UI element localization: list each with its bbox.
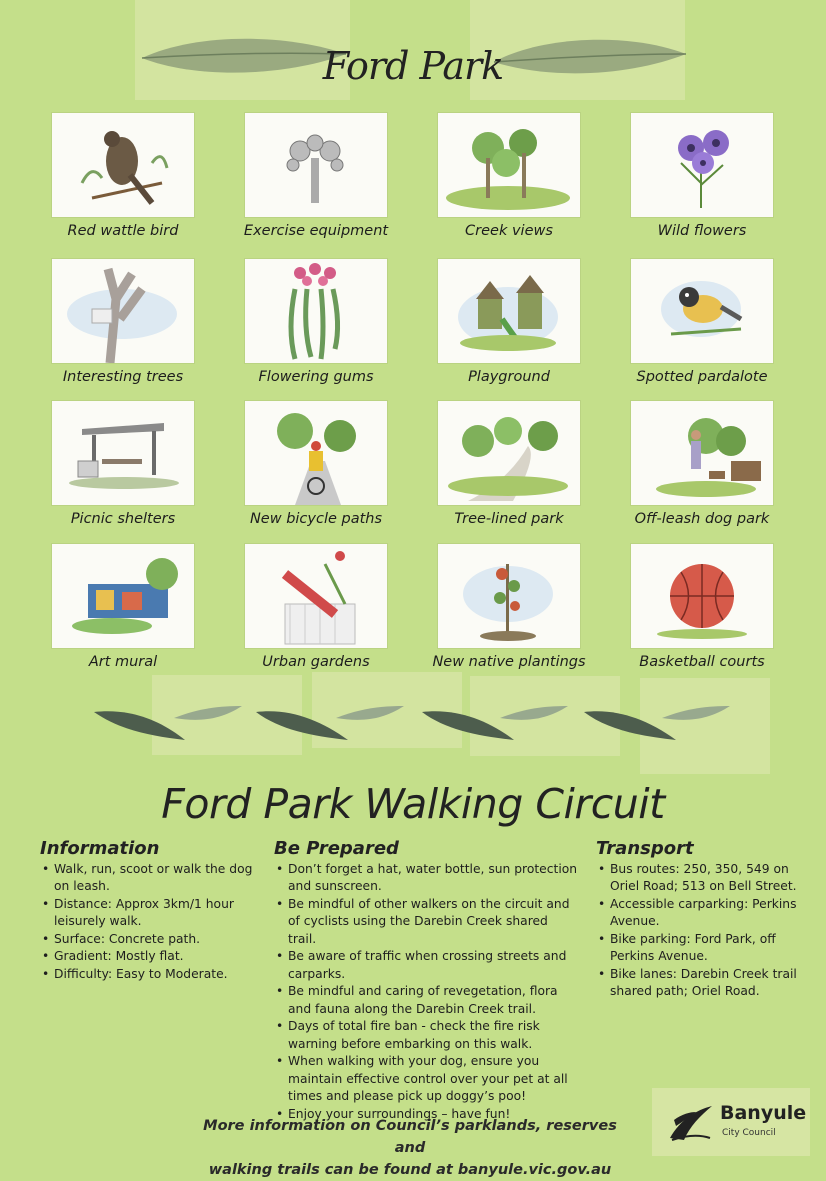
footer-line: More information on Council’s parklands, reserves and <box>203 1118 617 1156</box>
feature-tile <box>631 544 773 670</box>
gum-blossom-icon <box>245 259 387 363</box>
feature-caption: Art mural <box>88 654 158 670</box>
feature-tile <box>245 113 387 239</box>
transport-item: • Accessible carparking: Perkins Avenue. <box>596 896 801 931</box>
feature-tile <box>52 401 194 527</box>
feature-tile <box>432 544 586 670</box>
information-item: • Gradient: Mostly flat. <box>40 948 255 966</box>
information-heading: Information <box>40 838 160 859</box>
feature-caption: Spotted pardalote <box>636 369 768 385</box>
feature-tile <box>52 259 194 385</box>
footer-info <box>190 1115 630 1181</box>
information-item: • Surface: Concrete path. <box>40 931 255 949</box>
pardalote-icon <box>631 259 773 363</box>
information-item: • Distance: Approx 3km/1 hour leisurely walk. <box>40 896 255 931</box>
tree-path-icon <box>438 401 580 505</box>
feature-caption: Off-leash dog park <box>634 511 770 527</box>
feature-tile <box>631 113 773 239</box>
creek-icon <box>438 113 580 217</box>
feature-caption: Flowering gums <box>258 369 374 385</box>
main-title: Ford Park Walking Circuit <box>161 780 665 828</box>
playground-icon <box>438 259 580 363</box>
be-prepared-heading: Be Prepared <box>274 838 399 859</box>
feature-caption: Wild flowers <box>657 223 747 239</box>
feature-caption: Exercise equipment <box>243 223 389 239</box>
shelter-icon <box>52 401 194 505</box>
be-prepared-item: • Days of total fire ban - check the fire risk warning before embarking on this walk. <box>274 1018 579 1053</box>
transport-item: • Bike lanes: Darebin Creek trail shared path; Oriel Road. <box>596 966 801 1001</box>
banyule-logo <box>652 1088 810 1156</box>
feature-caption: Urban gardens <box>262 654 370 670</box>
feature-caption: Red wattle bird <box>67 223 179 239</box>
feature-caption: Interesting trees <box>62 369 184 385</box>
information-section <box>40 840 255 983</box>
feature-tile <box>245 259 387 385</box>
feature-tile <box>438 113 580 239</box>
be-prepared-item: • Be mindful and caring of revegetation, flora and fauna along the Darebin Creek trail. <box>274 983 579 1018</box>
feature-caption: New bicycle paths <box>249 511 383 527</box>
mural-icon <box>52 544 194 648</box>
be-prepared-item: • Don’t forget a hat, water bottle, sun protection and sunscreen. <box>274 861 579 896</box>
sapling-icon <box>438 544 580 648</box>
tree-trunk-icon <box>52 259 194 363</box>
logo-subtitle: City Council <box>722 1128 776 1138</box>
information-item: • Difficulty: Easy to Moderate. <box>40 966 255 984</box>
feature-caption: Picnic shelters <box>70 511 176 527</box>
dog-walker-icon <box>631 401 773 505</box>
feature-tile <box>52 113 194 239</box>
feature-caption: Basketball courts <box>639 654 765 670</box>
cyclist-icon <box>245 401 387 505</box>
swallow-logo-icon <box>666 1100 716 1144</box>
transport-item: • Bus routes: 250, 350, 549 on Oriel Road; 513 on Bell Street. <box>596 861 801 896</box>
transport-section <box>596 840 801 1001</box>
be-prepared-item: • Be mindful of other walkers on the circuit and of cyclists using the Darebin Creek shared trail. <box>274 896 579 949</box>
bird-icon <box>52 113 194 217</box>
feature-tile <box>631 259 773 385</box>
feature-tile <box>245 544 387 670</box>
feature-tile <box>631 401 773 527</box>
be-prepared-item: • Be aware of traffic when crossing streets and carparks. <box>274 948 579 983</box>
feature-caption: New native plantings <box>432 654 586 670</box>
transport-item: • Bike parking: Ford Park, off Perkins Avenue. <box>596 931 801 966</box>
be-prepared-item: • Enjoy your surroundings – have fun! <box>274 1106 579 1124</box>
be-prepared-section <box>274 840 579 1123</box>
logo-name: Banyule <box>720 1102 807 1124</box>
information-item: • Walk, run, scoot or walk the dog on leash. <box>40 861 255 896</box>
feature-tile <box>52 544 194 670</box>
basketball-icon <box>631 544 773 648</box>
feature-caption: Playground <box>468 369 550 385</box>
feature-caption: Creek views <box>465 223 553 239</box>
feature-tile <box>438 259 580 385</box>
feature-caption: Tree-lined park <box>454 511 564 527</box>
feature-tile <box>438 401 580 527</box>
exercise-equipment-icon <box>245 113 387 217</box>
header-title: Ford Park <box>322 44 504 88</box>
be-prepared-item: • When walking with your dog, ensure you maintain effective control over your pet at all times and please pick up doggy’s poo! <box>274 1053 579 1106</box>
bottlebrush-icon <box>245 544 387 648</box>
divider-leaves-icon <box>90 700 740 750</box>
feature-tile <box>245 401 387 527</box>
flower-icon <box>631 113 773 217</box>
footer-line: walking trails can be found at banyule.vic.gov.au <box>208 1162 612 1178</box>
transport-heading: Transport <box>596 838 694 859</box>
